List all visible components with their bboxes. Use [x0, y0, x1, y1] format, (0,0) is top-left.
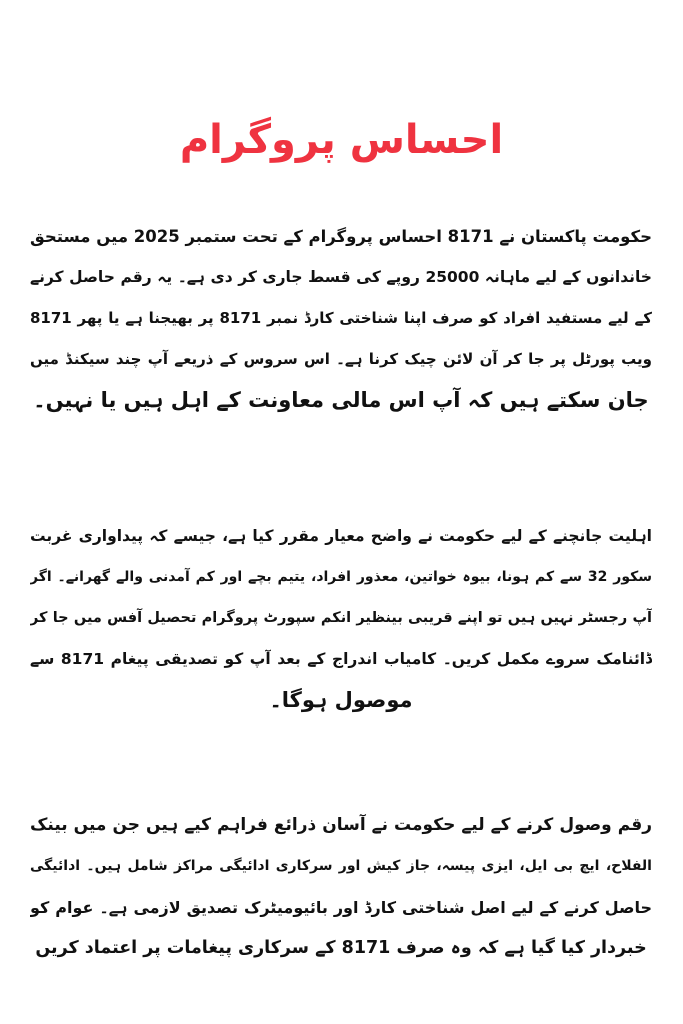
paragraph-line: اہلیت جانچنے کے لیے حکومت نے واضح معیار مقرر کیا ہے، جیسے کہ پیداواری غربت [30, 527, 652, 545]
paragraph-line: سکور 32 سے کم ہونا، بیوہ خواتین، معذور افراد، یتیم بچے اور کم آمدنی والے گھرانے۔ اگر [30, 569, 652, 585]
paragraph-line: ویب پورٹل پر جا کر آن لائن چیک کرنا ہے۔ اس سروس کے ذریعے آپ چند سیکنڈ میں [30, 350, 652, 368]
paragraph-3 [30, 805, 652, 969]
paragraph-line: خبردار کیا گیا ہے کہ وہ صرف 8171 کے سرکاری پیغامات پر اعتماد کریں [35, 938, 647, 958]
page-title: احساس پروگرام [179, 116, 504, 163]
paragraph-line: رقم وصول کرنے کے لیے حکومت نے آسان ذرائع فراہم کیے ہیں جن میں بینک [30, 815, 652, 835]
paragraph-line: حکومت پاکستان نے 8171 احساس پروگرام کے تحت ستمبر 2025 میں مستحق [30, 227, 652, 246]
paragraph-line: حاصل کرنے کے لیے اصل شناختی کارڈ اور بائیومیٹرک تصدیق لازمی ہے۔ عوام کو [30, 898, 652, 917]
paragraph-line: موصول ہوگا۔ [269, 688, 413, 712]
paragraph-1 [30, 216, 652, 421]
paragraph-line: ڈائنامک سروے مکمل کریں۔ کامیاب اندراج کے بعد آپ کو تصدیقی پیغام 8171 سے [30, 650, 652, 668]
paragraph-line: کے لیے مستفید افراد کو صرف اپنا شناختی کارڈ نمبر 8171 پر بھیجنا ہے یا پھر 8171 [30, 309, 652, 327]
paragraph-line: الفلاح، ایچ بی ایل، ایزی پیسہ، جاز کیش اور سرکاری ادائیگی مراکز شامل ہیں۔ ادائیگی [30, 858, 652, 874]
paragraph-2 [30, 516, 652, 721]
paragraph-line: جان سکتے ہیں کہ آپ اس مالی معاونت کے اہل ہیں یا نہیں۔ [33, 388, 649, 412]
paragraph-line: خاندانوں کے لیے ماہانہ 25000 روپے کی قسط جاری کر دی ہے۔ یہ رقم حاصل کرنے [30, 268, 652, 286]
paragraph-line: آپ رجسٹر نہیں ہیں تو اپنے قریبی بینظیر انکم سپورٹ پروگرام تحصیل آفس میں جا کر [30, 610, 652, 626]
